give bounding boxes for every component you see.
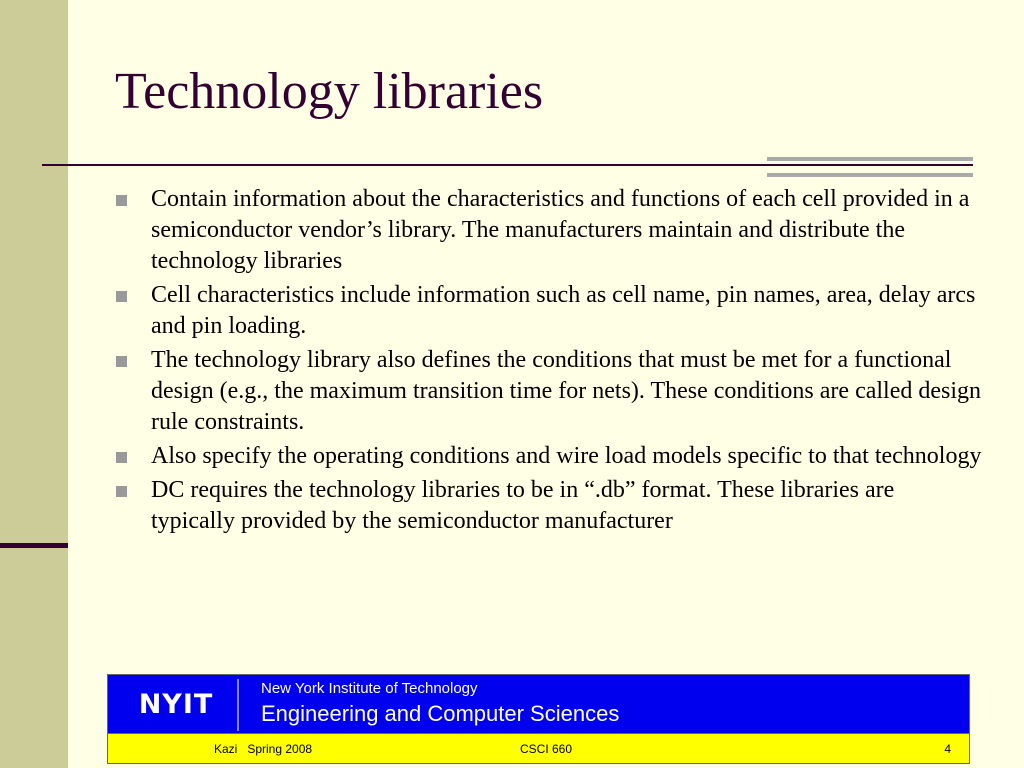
bullet-square-icon [116,452,127,463]
bullet-text: Contain information about the characteristics and functions of each cell provided in a semiconductor vendor’s library. The manufacturers maintain and distribute the technology libraries [151,186,970,274]
bullet-item [112,441,982,472]
page-number: 4 [944,742,951,756]
left-decorative-band [0,0,68,768]
nyit-logo-text: NYIT [138,688,214,720]
title-divider-accent-top [767,157,973,161]
institution-name: New York Institute of Technology [261,680,478,697]
bullet-text: Also specify the operating conditions and wire load models specific to that technology [151,443,982,469]
bullet-list [112,184,982,540]
title-divider [42,164,973,166]
bullet-square-icon [116,356,127,367]
bullet-item [112,184,982,277]
logo-divider [237,679,239,731]
bullet-item [112,280,982,342]
bullet-square-icon [116,195,127,206]
left-band-accent [0,543,68,548]
bullet-item [112,345,982,438]
footer-author-term: Kazi Spring 2008 [214,742,313,756]
bullet-item [112,475,982,537]
footer-banner [107,674,970,734]
slide-title: Technology libraries [115,63,544,120]
bullet-text: The technology library also defines the conditions that must be met for a functional design (e.g., the maximum transition time for nets). These conditions are called design rule constraints. [151,347,982,435]
bullet-square-icon [116,291,127,302]
department-name: Engineering and Computer Sciences [261,701,620,726]
bullet-text: Cell characteristics include information such as cell name, pin names, area, delay arcs and pin loading. [151,282,976,339]
bullet-text: DC requires the technology libraries to be in “.db” format. These libraries are typically provided by the semiconductor manufacturer [151,477,895,534]
nyit-logo [121,680,231,728]
title-divider-accent-bottom [767,173,973,177]
bullet-square-icon [116,486,127,497]
footer-info-bar [107,734,970,764]
footer-course: CSCI 660 [520,742,573,756]
